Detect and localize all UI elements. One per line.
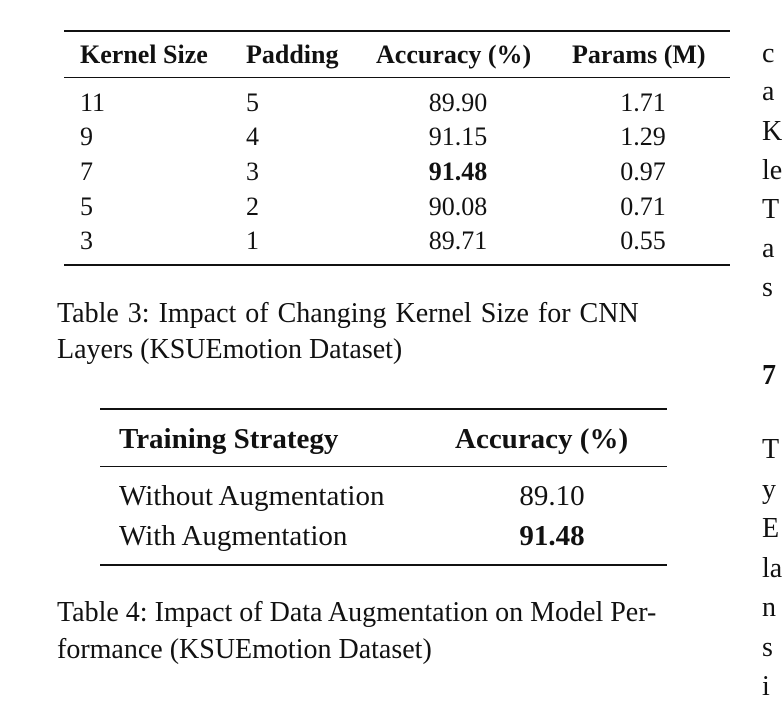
table3-row4-params: 0.71: [620, 192, 666, 221]
table3-row3-params: 0.97: [620, 157, 666, 186]
table3-row5-kernel: 3: [80, 226, 93, 255]
table3-row4-kernel: 5: [80, 192, 93, 221]
table3-bottom-rule: [64, 264, 730, 266]
right-fragment-2: a: [762, 76, 775, 107]
table3-row3-accuracy-best: 91.48: [428, 157, 488, 186]
right-fragment-13: n: [762, 592, 776, 623]
table4-caption-line1: Table 4: Impact of Data Augmentation on Model Per-: [57, 597, 657, 628]
table3-row1-accuracy: 89.90: [428, 88, 488, 117]
table3-row1-padding: 5: [246, 88, 259, 117]
table4-row1-accuracy: 89.10: [519, 480, 585, 512]
right-fragment-1: c: [762, 38, 775, 69]
table3-row2-params: 1.29: [620, 122, 666, 151]
right-fragment-8: 7: [762, 360, 776, 391]
right-fragment-5: T: [762, 194, 780, 225]
table3-row4-padding: 2: [246, 192, 259, 221]
table3-header-padding: Padding: [246, 40, 339, 69]
table4-header-accuracy: Accuracy (%): [455, 423, 629, 455]
table3-row2-kernel: 9: [80, 122, 93, 151]
table3-caption-line2: Layers (KSUEmotion Dataset): [57, 334, 403, 365]
table3-row4-accuracy: 90.08: [428, 192, 488, 221]
table3-row5-params: 0.55: [620, 226, 666, 255]
right-fragment-10: y: [762, 474, 776, 505]
table3-header-kernel-size: Kernel Size: [80, 40, 208, 69]
table3-caption-line1: Table 3: Impact of Changing Kernel Size for CNN: [57, 298, 639, 329]
table4-row2-strategy: With Augmentation: [119, 520, 348, 552]
table4-row1-strategy: Without Augmentation: [119, 480, 385, 512]
table3-row3-padding: 3: [246, 157, 259, 186]
table4-header-strategy: Training Strategy: [119, 423, 339, 455]
table4-row2-accuracy-best: 91.48: [519, 520, 585, 552]
table4-caption-line2: formance (KSUEmotion Dataset): [57, 634, 432, 665]
right-fragment-6: a: [762, 233, 775, 264]
right-fragment-12: la: [762, 553, 782, 584]
right-fragment-11: E: [762, 513, 780, 544]
table3-row3-kernel: 7: [80, 157, 93, 186]
table3-mid-rule: [64, 77, 730, 78]
table3-row2-accuracy: 91.15: [428, 122, 488, 151]
table4-mid-rule: [100, 466, 667, 467]
table3-header-accuracy: Accuracy (%): [376, 40, 532, 69]
table4-top-rule: [100, 408, 667, 410]
table3-row5-padding: 1: [246, 226, 259, 255]
right-fragment-4: le: [762, 155, 782, 186]
table3-row1-kernel: 11: [80, 88, 106, 117]
right-fragment-7: s: [762, 272, 773, 303]
right-fragment-9: T: [762, 434, 780, 465]
right-fragment-3: K: [762, 116, 782, 147]
table3-row5-accuracy: 89.71: [428, 226, 488, 255]
right-fragment-14: s: [762, 632, 773, 663]
table3-row1-params: 1.71: [620, 88, 666, 117]
table4-bottom-rule: [100, 564, 667, 566]
table3-header-params: Params (M): [572, 40, 706, 69]
table3-top-rule: [64, 30, 730, 32]
right-fragment-15: i: [762, 671, 770, 702]
table3-row2-padding: 4: [246, 122, 259, 151]
